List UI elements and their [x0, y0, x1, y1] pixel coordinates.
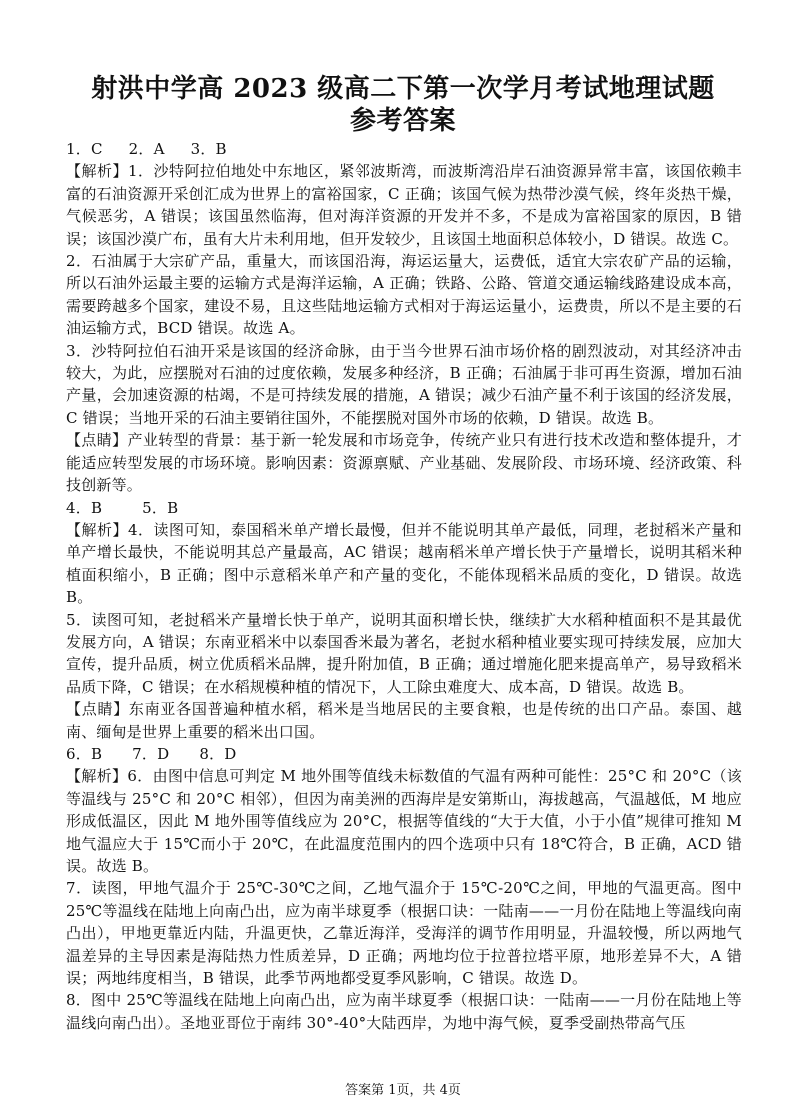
tip-paragraph: 【点睛】东南亚各国普遍种植水稻，稻米是当地居民的主要食粮，也是传统的出口产品。泰国、越南、缅甸是世界上重要的稻米出口国。	[66, 700, 742, 741]
answer-key-line	[66, 138, 742, 160]
page-title: 射洪中学高 2023 级高二下第一次学月考试地理试题	[91, 74, 715, 104]
answer-item: 5．B	[142, 498, 179, 517]
answer-item: 7．D	[132, 744, 170, 763]
answer-item: 4．B	[66, 498, 103, 517]
answer-item: 3．B	[190, 140, 227, 158]
answer-key-line	[66, 743, 742, 765]
analysis-paragraph: 2．石油属于大宗矿产品，重量大，而该国沿海，海运运量大，运费低，适宜大宗农矿产品的运输，所以石油外运最主要的运输方式是海洋运输，A 正确；铁路、公路、管道交通运输线路建设成本高，需要跨越多个国家，建设不易，且这些陆地运输方式相对于海运运量小，运费贵，所以不是主要的石油运输方式，BCD 错误。故选 A。	[66, 252, 742, 338]
answer-item: 6．B	[66, 744, 103, 763]
analysis-paragraph: 7．读图，甲地气温介于 25℃-30℃之间，乙地气温介于 15℃-20℃之间，甲地的气温更高。图中 25℃等温线在陆地上向南凸出，应为南半球夏季（根据口诀：一陆南——一月份在陆地上等温线向南凸出），甲地更靠近内陆，升温更快，乙靠近海洋，受海洋的调节作用明显，升温较慢，所以两地气温差异的主导因素是海陆热力性质差异，D 正确；两地均位于拉普拉塔平原，地形差异不大，A 错误；两地纬度相当，B 错误，此季节两地都受夏季风影响，C 错误。故选 D。	[66, 879, 742, 988]
analysis-paragraph: 【解析】6．由图中信息可判定 M 地外围等值线未标数值的气温有两种可能性：25°C 和 20°C（该等温线与 25°C 和 20°C 相邻），但因为南美洲的西海岸是安第斯山，海拔越高，气温越低，M 地应形成低温区，因此 M 地外围等值线应为 20°C，根据等值线的“大于大值，小于小值”规律可推知 M 地气温应大于 15℃而小于 20℃，在此温度范围内的四个选项中只有 18℃符合，B 正确，ACD 错误。故选 B。	[66, 767, 742, 875]
analysis-paragraph: 5．读图可知，老挝稻米产量增长快于单产，说明其面积增长快，继续扩大水稻种植面积不是其最优发展方向，A 错误；东南亚稻米中以泰国香米最为著名，老挝水稻种植业要实现可持续发展，应加大宣传，提升品质，树立优质稻米品牌，提升附加值，B 正确；通过增施化肥来提高单产，易导致稻米品质下降，C 错误；在水稻规模种植的情况下，人工除虫难度大、成本高，D 错误。故选 B。	[66, 610, 742, 696]
analysis-paragraph: 【解析】4．读图可知，泰国稻米单产增长最慢，但并不能说明其单产最低，同理，老挝稻米产量和单产增长最快，不能说明其总产量最高，AC 错误；越南稻米单产增长快于产量增长，说明其稻米种植面积缩小，B 正确；图中示意稻米单产和产量的变化，不能体现稻米品质的变化，D 错误。故选 B。	[66, 520, 742, 607]
answer-item: 2．A	[128, 140, 165, 158]
page-footer: 答案第 1页，共 4页	[345, 1083, 461, 1098]
analysis-paragraph: 【解析】1．沙特阿拉伯地处中东地区，紧邻波斯湾，而波斯湾沿岸石油资源异常丰富，该国依赖丰富的石油资源开采创汇成为世界上的富裕国家，C 正确；该国气候为热带沙漠气候，终年炎热干燥，气候恶劣，A 错误；该国虽然临海，但对海洋资源的开发并不多，不是成为富裕国家的原因，B 错误；该国沙漠广布，虽有大片未利用地，但开发较少，且该国土地面积总体较小，D 错误。故选 C。	[66, 162, 742, 248]
answer-key-line	[66, 497, 742, 519]
answer-item: 1．C	[66, 140, 103, 158]
answer-body	[66, 138, 742, 1034]
answer-item: 8．D	[199, 744, 237, 763]
page-subtitle: 参考答案	[349, 106, 456, 136]
analysis-paragraph: 8．图中 25℃等温线在陆地上向南凸出，应为南半球夏季（根据口诀：一陆南——一月份在陆地上等温线向南凸出）。圣地亚哥位于南纬 30°-40°大陆西岸，为地中海气候，夏季受副热带高气压	[66, 991, 742, 1032]
analysis-paragraph: 3．沙特阿拉伯石油开采是该国的经济命脉，由于当今世界石油市场价格的剧烈波动，对其经济冲击较大，为此，应摆脱对石油的过度依赖，发展多种经济，B 正确；石油属于非可再生资源，增加石油产量，会加速资源的枯竭，不是可持续发展的措施，A 错误；减少石油产量不利于该国的经济发展，C 错误；当地开采的石油主要销往国外，不能摆脱对国外市场的依赖，D 错误。故选 B。	[66, 341, 742, 427]
tip-paragraph: 【点睛】产业转型的背景：基于新一轮发展和市场竞争，传统产业只有进行技术改造和整体提升，才能适应转型发展的市场环境。影响因素：资源禀赋、产业基础、发展阶段、市场环境、经济政策、科技创新等。	[66, 431, 742, 495]
